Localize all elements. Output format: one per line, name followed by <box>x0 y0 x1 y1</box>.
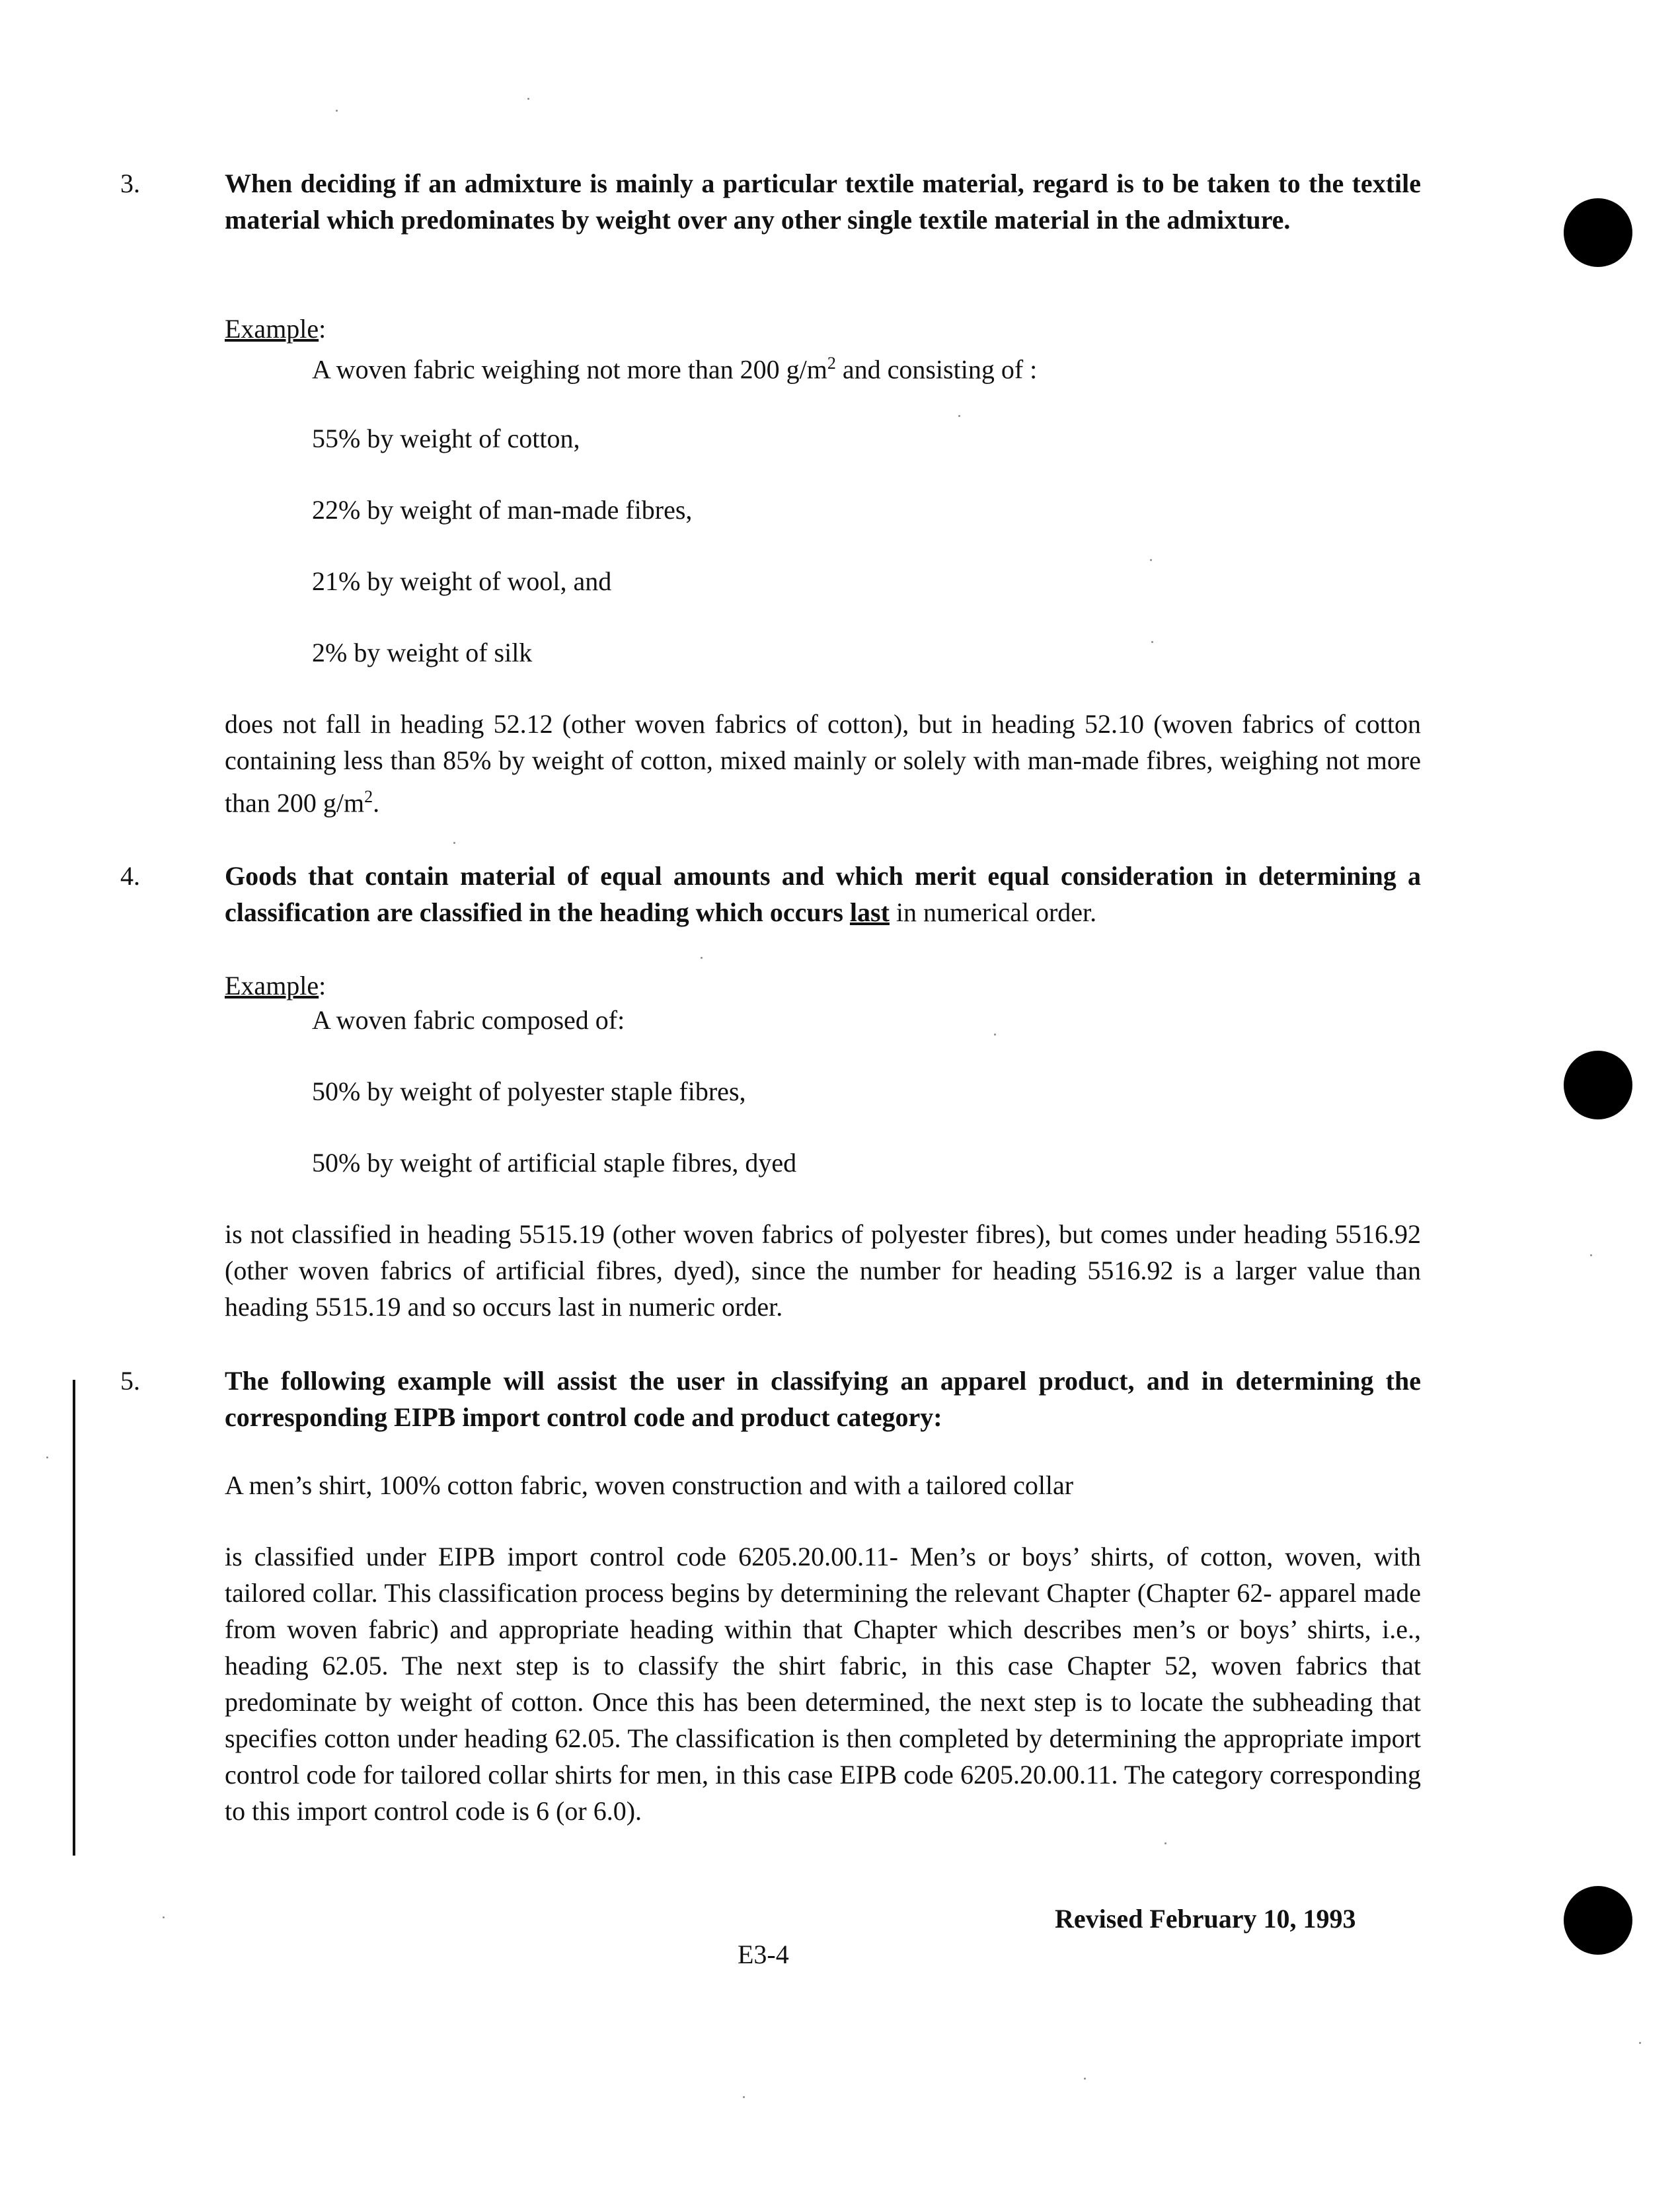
item-3-heading: When deciding if an admixture is mainly a particular textile material, regard is to be taken to the textile material which predominates by weight over any other single textile material in the admixture. <box>225 169 1421 235</box>
item-4-intro: A woven fabric composed of: <box>312 1005 625 1035</box>
scan-speck <box>1150 559 1152 561</box>
item-4-result: is not classified in heading 5515.19 (other woven fabrics of polyester fibres), but comes under heading 5516.92 (other woven fabrics of artificial fibres, dyed), since the number for heading 5516.92 is a larger value than heading 5515.19 and so occurs last in numeric order. <box>225 1219 1421 1322</box>
example-label-text: Example <box>225 314 319 344</box>
punch-hole-middle <box>1564 1051 1632 1119</box>
scan-speck <box>1590 1254 1592 1256</box>
scan-speck <box>163 1916 165 1918</box>
result-text: does not fall in heading 52.12 (other woven fabrics of cotton), but in heading 52.10 (woven fabrics of cotton containing less than 85% by weight of cotton, mixed mainly or solely with man-made fibres, weighing not more than 200 g/m <box>225 709 1421 818</box>
item-3-result <box>225 706 1421 821</box>
heading-text-end: in numerical order. <box>889 897 1097 927</box>
example-label-colon: : <box>319 314 326 344</box>
scan-speck <box>994 1034 996 1036</box>
revision-date: Revised February 10, 1993 <box>1055 1904 1356 1934</box>
item-5-heading: The following example will assist the user in classifying an apparel product, and in determining the corresponding EIPB import control code and product category: <box>225 1366 1421 1432</box>
item-5-example: A men’s shirt, 100% cotton fabric, woven construction and with a tailored collar <box>225 1470 1074 1500</box>
intro-text: A woven fabric weighing not more than 200 g/m <box>312 354 827 385</box>
item-3-example-label <box>225 311 326 347</box>
heading-text: Goods that contain material of equal amounts and which merit equal consideration in determining a classification are classified in the heading which occurs <box>225 861 1421 927</box>
intro-superscript: 2 <box>827 354 836 373</box>
scan-speck <box>1151 641 1153 643</box>
item-3-number: 3. <box>120 169 140 198</box>
scan-speck <box>743 2096 745 2098</box>
punch-hole-top <box>1564 198 1632 267</box>
scan-speck <box>336 110 338 112</box>
scan-speck <box>701 957 703 959</box>
item-4-heading <box>225 858 1421 930</box>
item-4-line-2: 50% by weight of artificial staple fibres, dyed <box>312 1148 797 1178</box>
intro-text-end: and consisting of : <box>835 354 1038 385</box>
scan-speck <box>46 1456 48 1458</box>
item-3-line-3: 21% by weight of wool, and <box>312 566 612 596</box>
result-text-end: . <box>373 788 380 818</box>
item-5-number: 5. <box>120 1366 140 1396</box>
heading-emphasis: last <box>849 897 890 927</box>
item-3-line-1: 55% by weight of cotton, <box>312 424 580 453</box>
scan-speck <box>1084 2078 1086 2080</box>
revision-bar <box>73 1380 75 1856</box>
item-4-example-label <box>225 967 326 1004</box>
item-3-intro <box>312 345 1037 387</box>
scan-speck <box>1639 2042 1641 2044</box>
scan-speck <box>958 415 960 417</box>
item-4-number: 4. <box>120 861 140 891</box>
item-3-line-4: 2% by weight of silk <box>312 638 533 667</box>
result-superscript: 2 <box>364 787 373 806</box>
punch-hole-bottom <box>1564 1886 1632 1955</box>
page-number: E3-4 <box>738 1940 789 1969</box>
example-label-colon: : <box>319 971 326 1000</box>
item-4-line-1: 50% by weight of polyester staple fibres, <box>312 1076 746 1106</box>
scan-speck <box>453 842 455 844</box>
example-label-text: Example <box>225 971 319 1000</box>
item-5-result: is classified under EIPB import control code 6205.20.00.11- Men’s or boys’ shirts, of cotton, woven, with tailored collar. This classification process begins by determining the relevant Chapter (Chapter 62- apparel made from woven fabric) and appropriate heading within that Chapter which describes men’s or boys’ shirts, i.e., heading 62.05. The next step is to classify the shirt fabric, in this case Chapter 52, woven fabrics that predominate by weight of cotton. Once this has been determined, the next step is to locate the subheading that specifies cotton under heading 62.05. The classification is then completed by determining the appropriate import control code for tailored collar shirts for men, in this case EIPB code 6205.20.00.11. The category corresponding to this import control code is 6 (or 6.0). <box>225 1542 1421 1826</box>
scan-speck <box>527 98 529 100</box>
scan-speck <box>1165 1842 1166 1844</box>
item-3-line-2: 22% by weight of man-made fibres, <box>312 495 693 525</box>
